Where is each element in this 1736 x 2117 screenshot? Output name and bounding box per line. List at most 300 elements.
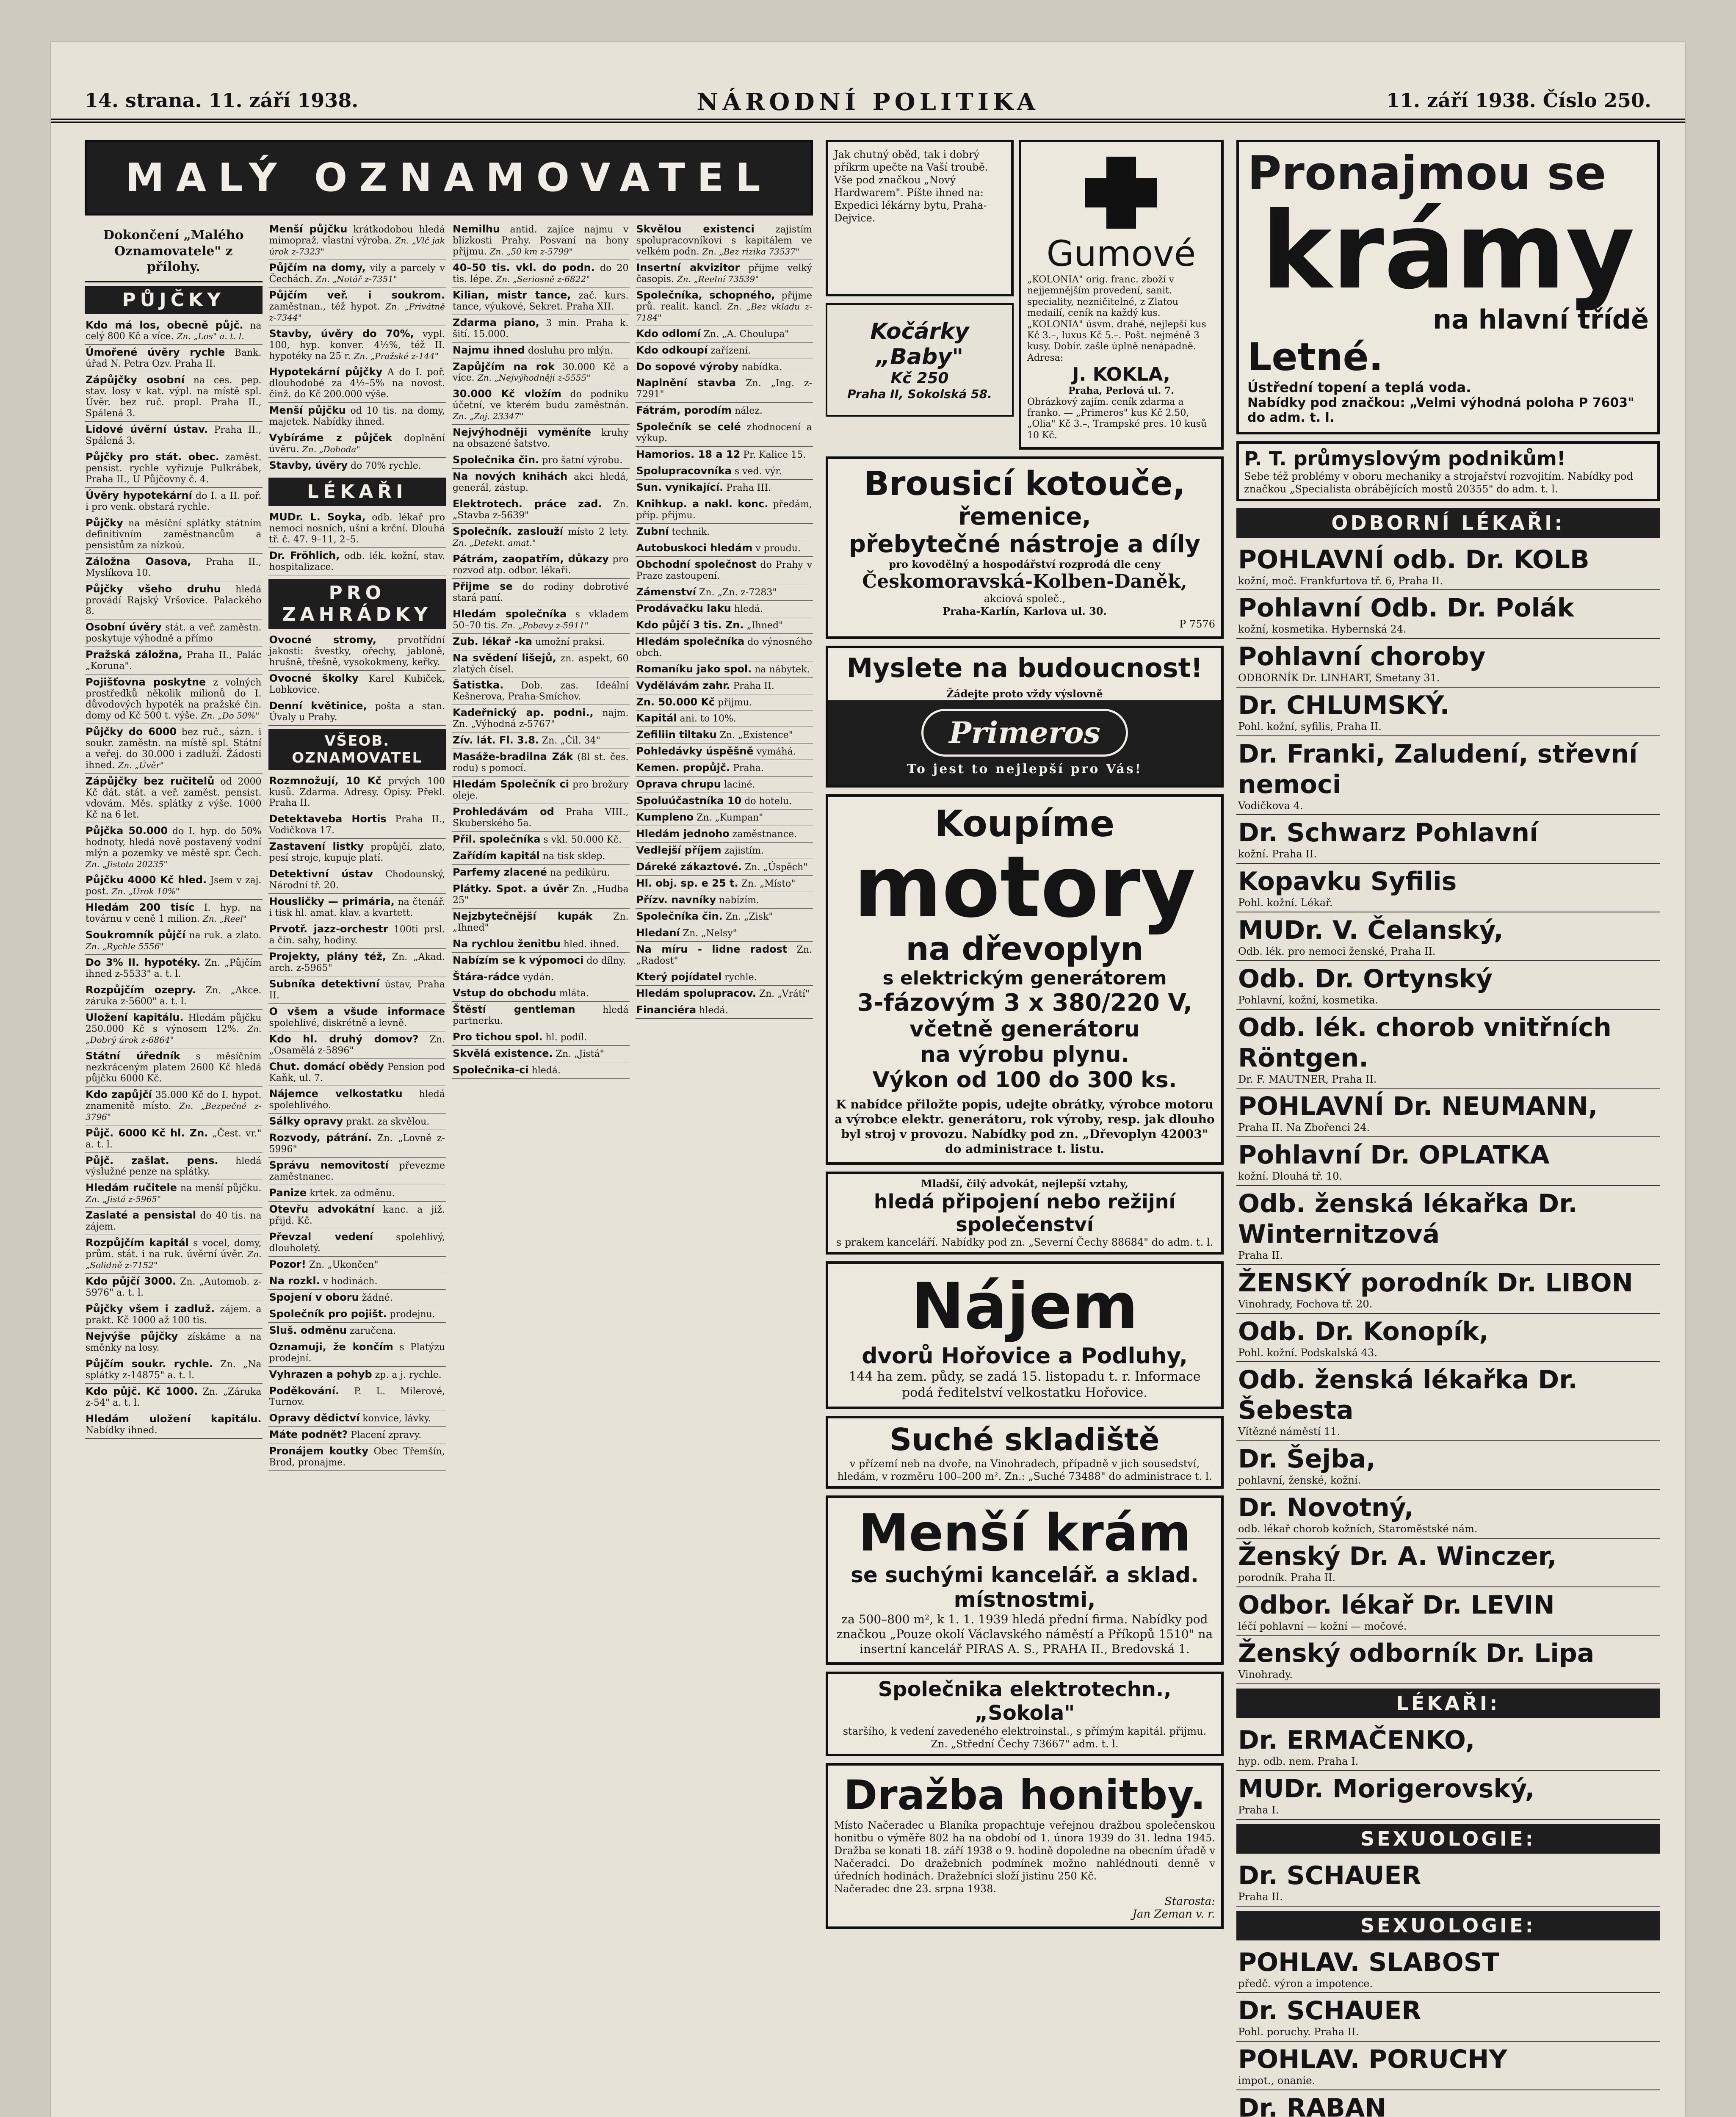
left-top-stack	[826, 140, 1014, 450]
ad-title: Zaslaté a pensistal	[86, 1209, 196, 1222]
ad-body: Pension pod Kaňk, ul. 7.	[269, 1061, 445, 1083]
ad-title: Kemen. propůjč.	[636, 762, 730, 774]
doctor-name: POHLAV. SLABOST	[1238, 1947, 1499, 1977]
ad-body: nabídka.	[741, 362, 782, 373]
classified-ad	[452, 953, 630, 969]
doctor-listing	[1236, 1362, 1660, 1441]
ad-title: Nejvýše půjčky	[86, 1330, 178, 1342]
classified-ad	[452, 260, 630, 287]
ad-title: Oprava chrupu	[636, 778, 721, 790]
ad-title: Pražská záložna,	[86, 649, 182, 661]
ad-body: Hledám půjčku 250.000 Kč s výnosem 12%.	[86, 1013, 262, 1034]
ad-title: Pohledávky úspěšně	[636, 745, 754, 757]
doctor-listing	[1236, 688, 1660, 736]
ad-title: Prvotř. jazz-orchestr	[269, 923, 388, 935]
ad-body: na menší půjčku.	[180, 1183, 262, 1194]
ad-body: krátkodobou hledá mimopraž. vlastní výroba.	[269, 224, 445, 246]
doctor-listing	[1236, 1314, 1660, 1363]
ad-title: Insertní akvizitor	[636, 261, 740, 274]
motory-l5: na výrobu plynu.	[920, 1042, 1130, 1068]
rent-l4: Nabídky pod značkou: „Velmi výhodná poloha P 7603" do adm. t. l.	[1247, 395, 1634, 425]
ad-body: hledá výslužné penze na splátky.	[86, 1155, 262, 1177]
ad-body: Bank. úřad N. Petra Ozv. Praha II.	[86, 348, 262, 370]
ad-body: zn. aspekt, 60 zlatých čísel.	[453, 653, 629, 675]
classified-ad	[636, 375, 813, 403]
ad-body: Zn. „Jistá"	[556, 1049, 604, 1060]
classified-ad	[452, 287, 630, 315]
brousici-suffix: akciová společ.,	[984, 593, 1066, 605]
classified-ad	[452, 425, 630, 452]
doctor-name: ŽENSKÝ porodník Dr. LIBON	[1238, 1268, 1633, 1298]
ad-body: Zn. „Lovně z-5996"	[269, 1133, 445, 1155]
classified-ad	[452, 524, 630, 551]
classified-ad	[452, 936, 630, 953]
classified-ad	[85, 724, 263, 774]
sokola-text: staršího, k vedení zavedeného elektroinstal., s přímým kapitál. přijmu. Zn. „Střední Čechy 73667" adm. t. l.	[843, 1725, 1207, 1750]
ad-body: zaměstnan., též hypot.	[269, 301, 380, 312]
classified-ad	[636, 601, 813, 617]
ad-code: Zn. „Bezpečné z-3796"	[86, 1100, 262, 1122]
ad-title: Knihkup. a nakl. konc.	[636, 498, 768, 510]
ad-body: do výnosného obch.	[636, 636, 812, 658]
ad-body: nabízím.	[719, 895, 760, 906]
doctor-info: Pohl. poruchy. Praha II.	[1238, 2026, 1359, 2038]
classified-ad	[636, 810, 813, 826]
ad-body: Praha II., Vodičkova 17.	[269, 814, 445, 836]
classified-ad	[636, 260, 813, 287]
classified-ad	[636, 777, 813, 793]
ad-body: hledá.	[699, 1005, 728, 1016]
ad-body: Zn. „Vrátí"	[759, 988, 810, 999]
ad-body: nález.	[735, 406, 763, 417]
classified-ad	[85, 1048, 263, 1087]
classified-ad	[85, 581, 263, 620]
ad-body: Zn. „Záruka z-54" a. t. l.	[86, 1386, 262, 1408]
classified-ad	[85, 774, 263, 823]
doctor-name: Dr. Franki, Zaludení, střevní nemoci	[1238, 739, 1638, 799]
ad-title: Stavby, úvěry	[269, 459, 348, 472]
doctor-name: Ženský odborník Dr. Lipa	[1238, 1639, 1595, 1669]
advokat-intro: Mladší, čilý advokát, nejlepší vztahy,	[921, 1177, 1128, 1190]
ad-title: Uložení kapitálu.	[86, 1012, 184, 1024]
ad-title: Rozvody, pátrání.	[269, 1132, 372, 1144]
ad-title: Na nových knihách	[453, 470, 568, 483]
gumove-text: „KOLONIA" orig. franc. zboží v nejjemnějším provedení, sanit. speciality, nezničitelné, z Zlatou medailí, ceník na každý kus. „KOLONIA" úsvm. drahé, nejlepší kus Kč 3.–, luxus Kč 5.–. Pošt. nejméně 3 kusy. Dobír. zašle úplně nenápadně. Adresa:	[1027, 274, 1206, 363]
suche-ad	[826, 1416, 1224, 1489]
ad-body: zač. kurs. tance, výukové, Sekret. Praha XII.	[453, 290, 629, 312]
doctor-info: Praha I.	[1238, 1804, 1279, 1816]
doctor-name: Pohlavní Dr. OPLATKA	[1238, 1140, 1550, 1170]
classified-ad	[452, 985, 630, 1002]
classified-ad	[636, 287, 813, 326]
ad-body: zajistím spolupracovníkovi s kapitálem ve velkém podn.	[636, 224, 812, 257]
doctor-listing	[1236, 1265, 1660, 1314]
ad-title: Vybíráme z půjček	[269, 432, 393, 444]
doctor-name: Odb. Dr. Ortynský	[1238, 964, 1493, 994]
ad-title: Zív. lát. Fl. 3.8.	[453, 734, 539, 746]
classified-ad	[636, 694, 813, 711]
ad-title: Hledám společníka	[636, 635, 745, 647]
doctor-listing	[1236, 864, 1660, 912]
motory-l1: na dřevoplyn	[906, 930, 1144, 968]
ad-title: Vstup do obchodu	[453, 987, 556, 999]
ad-title: Nejvýhodněji vyměníte	[453, 426, 592, 439]
ad-code: Zn. „Vlč jak úrok z-7323"	[269, 235, 445, 257]
classified-ad	[636, 480, 813, 496]
ad-title: Opravy dědictví	[269, 1412, 360, 1424]
classified-ad	[85, 345, 263, 372]
red-cross-icon	[1027, 148, 1215, 233]
doctor-info: impot., onanie.	[1238, 2075, 1315, 2087]
ad-title: Na rozkl.	[269, 1274, 320, 1287]
prumysl-title: P. T. průmyslovým podnikům!	[1244, 447, 1566, 470]
classified-ad	[636, 584, 813, 601]
ad-title: Rozpůjčím ozepry.	[86, 984, 196, 996]
ad-title: Přijme se	[453, 580, 513, 592]
ad-code: Zn. „Dobrý úrok z-6864"	[86, 1023, 262, 1045]
specialists-header: ODBORNÍ LÉKAŘI:	[1236, 508, 1660, 538]
classified-ad	[452, 650, 630, 678]
classified-ad	[268, 976, 446, 1004]
advokat-ad	[826, 1172, 1224, 1255]
classified-ad	[268, 221, 446, 260]
ad-body: Zn. „Místo"	[741, 878, 796, 889]
ad-title: Dr. Fröhlich,	[269, 549, 340, 561]
ad-title: Kdo půjč. Kč 1000.	[86, 1385, 198, 1397]
classified-ad	[268, 1158, 446, 1185]
doctor-listing	[1236, 1722, 1660, 1771]
ad-body: zájem. a prakt. Kč 1000 až 100 tis.	[86, 1304, 262, 1326]
classified-ad	[452, 452, 630, 469]
classified-ad	[268, 548, 446, 575]
ad-body: pošta a stan. Úvaly u Prahy.	[269, 701, 445, 723]
classified-ad	[268, 894, 446, 921]
ad-body: ani. to 10%.	[680, 713, 736, 724]
ad-code: Zn. „Rychle 5556"	[86, 941, 164, 952]
ad-code: Zn. „Jistá z-5965"	[86, 1194, 161, 1205]
ad-body: zhodnocení a výkup.	[636, 422, 812, 444]
ad-body: technik.	[672, 527, 710, 538]
classified-ad	[452, 832, 630, 848]
doctor-info: Vinohrady, Fochova tř. 20.	[1238, 1298, 1373, 1310]
ad-body: na nábytek.	[755, 664, 810, 675]
ad-code: Zn. „Úrok 10%"	[111, 886, 180, 897]
classified-ad	[452, 777, 630, 804]
doctor-listing	[1236, 639, 1660, 688]
classified-ad	[268, 1086, 446, 1114]
primeros-logo: Primeros	[921, 709, 1128, 757]
ad-body: s Platýzu prodejní.	[269, 1342, 445, 1364]
doctor-name: Dr. SCHAUER	[1238, 1996, 1421, 2026]
classified-ad	[636, 969, 813, 986]
najem-title: Nájem	[911, 1270, 1139, 1344]
ad-title: Vyhrazen a pohyb	[269, 1368, 372, 1380]
ad-title: MUDr. L. Soyka,	[269, 511, 366, 523]
ad-title: Zařídím kapitál	[453, 849, 540, 862]
ad-body: v hodinách.	[323, 1276, 378, 1287]
ad-title: Sun. vynikající.	[636, 481, 724, 494]
ad-title: Detektivní ústav	[269, 868, 373, 880]
ad-body: na čtenář. i tisk hl. amat. klav. a kvartett.	[269, 897, 445, 919]
classified-ad	[636, 419, 813, 447]
classified-ad	[268, 430, 446, 458]
ad-body: Praha II., Palác „Koruna".	[86, 650, 262, 672]
ad-body: ústav, Praha II.	[269, 979, 445, 1001]
ad-body: Praha VIII., Skuberského 5a.	[453, 807, 629, 829]
classified-ad	[85, 1411, 263, 1439]
ad-body: antid. zajíce najmu v blízkosti Prahy. Posvaní na hony přijmu.	[453, 224, 629, 257]
ad-body: s měsíčním nezkráceným platem 2600 Kč hledá půjčku 6000 Kč.	[86, 1051, 262, 1084]
ad-title: Spolupracovníka	[636, 465, 732, 477]
ad-body: Praha II., Spálená 3.	[86, 425, 262, 447]
classified-ad	[636, 221, 813, 260]
ad-body: Dob. zas. Ideální Kešnerova, Praha-Smíchov.	[453, 680, 629, 702]
ad-title: Housličky — primária,	[269, 895, 395, 908]
page-number-date: 14. strana. 11. září 1938.	[85, 89, 359, 112]
ad-body: Praha III.	[726, 483, 771, 494]
masthead: NÁRODNÍ POLITIKA	[697, 88, 1039, 116]
ad-title: Který pojídatel	[636, 970, 722, 983]
prumysl-text: Sebe též problémy v oboru mechaniky a strojařství rozvojitím. Nabídky pod značkou „Specialista obrábějících mostů 20355" do adm. t. l.	[1244, 470, 1633, 495]
classified-ad	[452, 865, 630, 881]
primeros-banner	[828, 700, 1221, 785]
ad-title: Kdo zapůjčí	[86, 1088, 152, 1100]
doctor-name: Dr. Schwarz Pohlavní	[1238, 818, 1538, 848]
ad-title: Půjčím na domy,	[269, 261, 366, 274]
sexology-header-2: SEXUOLOGIE:	[1236, 1911, 1660, 1940]
ad-body: s vkl. 50.000 Kč.	[543, 834, 622, 845]
ad-title: Kapitál	[636, 712, 677, 724]
ad-body: rychle.	[724, 972, 757, 983]
doctor-info: Pohl. kožní. Lékař.	[1238, 897, 1333, 909]
ad-title: Rozpůjčím kapitál	[86, 1237, 189, 1249]
doctor-listing	[1236, 961, 1660, 1010]
advokat-text: s prakem kanceláří. Nabídky pod zn. „Severní Čechy 88684" do adm. t. l.	[836, 1236, 1214, 1249]
rent-l3: Ústřední topení a teplá voda.	[1247, 379, 1471, 395]
classified-ad	[636, 826, 813, 843]
ad-title: Zefiliin tiltaku	[636, 729, 717, 741]
ad-code: Zn. „Privátně z-7344"	[269, 301, 445, 323]
ad-body: na pedikúru.	[550, 867, 610, 878]
ad-title: Státní úředník	[86, 1050, 180, 1062]
doctor-name: Odb. lék. chorob vnitřních Röntgen.	[1238, 1012, 1612, 1073]
ad-title: Hledám uložení kapitálu.	[86, 1412, 262, 1425]
ad-body: stát. a veř. zaměstn. poskytuje výhodně a přímo	[86, 622, 262, 644]
category-general: VŠEOB. OZNAMOVATEL	[268, 729, 446, 770]
classified-ad	[85, 515, 263, 554]
classified-ad	[268, 1323, 446, 1339]
classified-ad	[85, 488, 263, 515]
classified-ad	[452, 969, 630, 986]
classified-ad	[85, 1235, 263, 1274]
doctor-listing	[1236, 1490, 1660, 1539]
doctor-name: Dr. SCHAUER	[1238, 1860, 1421, 1890]
ad-title: Hledám společníka	[453, 608, 567, 620]
doctor-info: hyp. odb. nem. Praha I.	[1238, 1755, 1359, 1768]
najem-text: 144 ha zem. půdy, se zadá 15. listopadu t. r. Informace podá ředitelství velkostatku Hořovice.	[849, 1369, 1201, 1400]
classified-ad	[636, 359, 813, 376]
ad-title: Obchodní společnost	[636, 558, 757, 570]
ad-body: od 10 tis. na domy, majetek. Nabídky ihned.	[269, 406, 445, 428]
ad-body: Zn. „A. Choulupa"	[703, 329, 789, 340]
ad-body: do rodiny dobrotivé stará paní.	[453, 581, 629, 603]
ad-body: hledá spolehlivého.	[269, 1089, 445, 1111]
ad-title: Financiéra	[636, 1003, 697, 1016]
classified-ad	[268, 458, 446, 474]
ad-body: krtek. za odměnu.	[310, 1188, 395, 1199]
classified-ad	[452, 221, 630, 260]
ad-body: P. L. Milerové, Turnov.	[269, 1386, 445, 1408]
classified-ad	[636, 343, 813, 359]
classified-ad	[452, 705, 630, 732]
classified-ad	[268, 1383, 446, 1411]
classified-ad	[452, 732, 630, 749]
category-gardens: PRO ZAHRÁDKY	[268, 579, 446, 629]
classified-ad	[636, 557, 813, 584]
ad-code: Zn. „Notář z-7351"	[315, 274, 398, 284]
doctor-listing	[1236, 1587, 1660, 1636]
ad-body: pro rozvod atp. odbor. lékaři.	[453, 554, 629, 576]
ad-body: Zn. „Nelsy"	[683, 928, 737, 939]
ad-title: Pátrám, zaopatřím, důkazy	[453, 553, 609, 565]
ad-title: Naplnění stavba	[636, 377, 736, 389]
ad-body: Placení zpravy.	[351, 1430, 422, 1441]
ad-body: zajistím.	[724, 846, 764, 857]
ad-title: Otevřu advokátní	[269, 1203, 375, 1216]
ad-body: Zn. „Ukončen"	[309, 1259, 379, 1270]
ad-title: Spoluúčastníka 10	[636, 795, 742, 807]
ad-body: do 70% rychle.	[351, 461, 421, 472]
ad-title: Pronájem koutky	[269, 1445, 369, 1457]
doctor-name: Pohlavní choroby	[1238, 642, 1486, 672]
classified-ad	[452, 1046, 630, 1062]
brousici-address: Praha-Karlín, Karlova ul. 30.	[943, 605, 1107, 618]
doctor-listing	[1236, 815, 1660, 864]
ad-title: Hypotekární půjčky	[269, 366, 383, 378]
classified-ad	[452, 469, 630, 496]
classified-ad	[268, 326, 446, 365]
right-column	[1236, 140, 1660, 2117]
motory-ad	[826, 794, 1224, 1165]
kram-sub: se suchými kancelář. a sklad. místnostmi,	[851, 1563, 1199, 1612]
ad-title: Stavby, úvěry do 70%,	[269, 327, 414, 340]
ad-title: Hledám jednoho	[636, 828, 730, 840]
ad-body: propůjčí, zlato, pesí stroje, kupuje platí.	[269, 842, 445, 864]
ad-title: Spojení v oboru	[269, 1291, 359, 1303]
ad-title: Elektrotech. práce zad.	[453, 498, 602, 510]
doctor-name: Odb. ženská lékařka Dr. Winternitzová	[1238, 1189, 1578, 1249]
ad-body: Zn. „Půjčím ihned z-5533" a. t. l.	[86, 958, 262, 980]
ad-body: na tisk sklep.	[542, 851, 605, 862]
ad-body: získáme a na směnky na losy.	[86, 1331, 262, 1353]
ad-code: Zn. „Zaj. 23347"	[453, 411, 524, 422]
ad-body: Zn. „Hudba 25"	[453, 884, 629, 906]
ad-body: Jsem v zaj. post.	[86, 875, 262, 897]
rent-ad	[1236, 140, 1660, 434]
prumysl-ad	[1236, 441, 1660, 501]
ad-title: Nájemce velkostatku	[269, 1088, 403, 1100]
classified-ad	[85, 982, 263, 1010]
doctor-info: léčí pohlavní — kožní — močové.	[1238, 1620, 1407, 1632]
ad-body: s ved. výr.	[734, 466, 782, 477]
ad-body: prakt. za skvělou.	[346, 1117, 430, 1128]
classified-ad	[85, 1356, 263, 1384]
ad-title: Máte podnět?	[269, 1429, 348, 1441]
advokat-title: hledá připojení nebo režijní společenství	[874, 1190, 1176, 1236]
classified-ad	[85, 955, 263, 982]
ad-title: Kilian, mistr tance,	[453, 289, 571, 301]
doctor-info: Odb. lék. pro nemoci ženské, Praha II.	[1238, 945, 1436, 958]
doctor-name: Dr. CHLUMSKÝ.	[1238, 690, 1450, 720]
gumove-firm: J. KOKLA,	[1072, 364, 1170, 386]
ad-title: Ovocné stromy,	[269, 633, 376, 646]
ad-code: Zn. „Úvěr"	[118, 760, 164, 770]
ad-title: Hledám Společník ci	[453, 778, 569, 790]
classified-ad	[636, 942, 813, 969]
ad-title: Společníka čin.	[636, 910, 723, 922]
doctors-header: LÉKAŘI:	[1236, 1689, 1660, 1718]
doctor-listing	[1236, 912, 1660, 961]
ad-title: Zastavení listky	[269, 840, 364, 853]
ad-title: Sluš. odměnu	[269, 1324, 347, 1336]
ad-title: Dáreké zákaztové.	[636, 861, 742, 873]
classifieds-section	[85, 140, 813, 2117]
ad-body: akci hledá, generál, zástup.	[453, 472, 629, 494]
doctor-info: předč. výron a impotence.	[1238, 1977, 1373, 1990]
ad-body: Nabídky ihned.	[86, 1425, 158, 1436]
display-ads-column	[826, 140, 1224, 2117]
ad-title: Pro tichou spol.	[453, 1031, 543, 1043]
classified-ad	[636, 793, 813, 810]
ad-code: Zn. „Dohoda"	[302, 444, 360, 455]
classified-ad	[452, 343, 630, 359]
ad-body: Zn. „Na splátky z-14875" a. t. l.	[86, 1359, 262, 1381]
ad-title: Záložna Oasova,	[86, 555, 191, 567]
ad-body: Zn. „Existence"	[719, 730, 793, 741]
ad-title: Úvěry hypotekární	[86, 489, 192, 501]
ad-body: Zn. „Úspěch"	[744, 862, 808, 873]
ad-body: „Ihned"	[746, 620, 783, 631]
ad-body: umožní praksi.	[535, 636, 605, 647]
ad-title: Kdo půjčí 3 tis. Zn.	[636, 619, 744, 631]
classified-ad	[268, 1257, 446, 1273]
ad-body: Zn. „Ihned"	[453, 911, 629, 933]
ad-title: Do sopové výroby	[636, 360, 739, 373]
ad-title: Přil. společníka	[453, 833, 541, 845]
classified-ad	[268, 866, 446, 894]
gumove-more: Obrázkový zajím. ceník zdarma a franko. — „Primeros" kus Kč 2.50, „Olia" Kč 3.–, Trampské pres. 10 kusů 10 Kč.	[1027, 396, 1207, 441]
doctor-info: Vodičkova 4.	[1238, 799, 1303, 812]
ad-body: místo 2 lety.	[568, 526, 629, 537]
ad-body: z volných prostředků několik milionů do I. důvodových hypoték na pražské čin. domy od Kč 500 t. výše.	[86, 677, 262, 721]
ad-title: Zubní	[636, 525, 669, 538]
drazba-date: Načeradec dne 23. srpna 1938.	[834, 1883, 997, 1895]
ad-body: na ruk. a zlato.	[189, 930, 262, 941]
ad-body: na celý 800 Kč a více.	[86, 320, 262, 342]
doctor-info: odb. lékař chorob kožních, Staroměstské nám.	[1238, 1523, 1478, 1535]
doctor-name: POHLAV. PORUCHY	[1238, 2045, 1507, 2075]
ad-title: Společníka, schopného,	[636, 289, 775, 301]
classified-ad	[268, 1273, 446, 1290]
continuation-notice: Dokončení „Malého Oznamovatele" z přílohy.	[85, 221, 263, 282]
classified-ad	[452, 634, 630, 650]
ad-body: Zn. „Akad. arch. z-5965"	[269, 951, 445, 973]
ad-body: spolehlivý, dlouholetý.	[269, 1232, 445, 1254]
ad-body: do Prahy v Praze zastoupení.	[636, 559, 813, 581]
classified-ad	[636, 909, 813, 925]
doctor-listing	[1236, 1441, 1660, 1490]
ad-title: Půjčky	[86, 517, 123, 529]
